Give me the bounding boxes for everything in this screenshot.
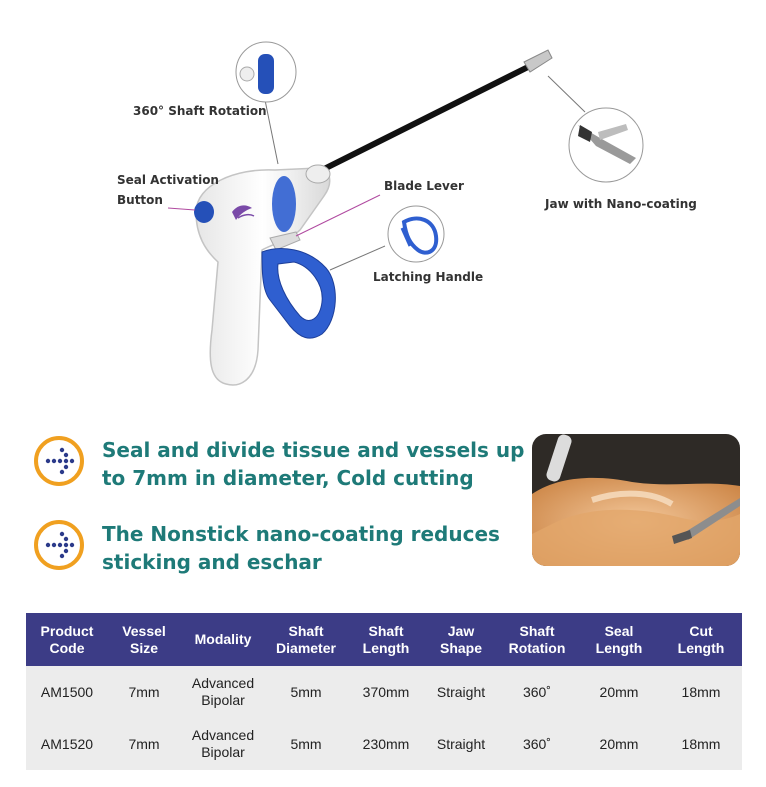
surgical-photo	[532, 434, 740, 566]
cell-cut-length: 18mm	[660, 666, 742, 718]
rotation-knob	[272, 176, 296, 232]
header-shaft-length: Shaft Length	[346, 613, 426, 666]
callout-seal-activation-line1: Seal Activation	[117, 173, 219, 187]
handle-magnifier	[388, 206, 444, 262]
feature-2-line1: The Nonstick nano-coating reduces	[102, 522, 500, 546]
shaft-nose	[306, 165, 330, 183]
callout-seal-activation	[117, 170, 219, 210]
feature-1-line1: Seal and divide tissue and vessels up	[102, 438, 525, 462]
callout-shaft-rotation: 360° Shaft Rotation	[133, 104, 267, 118]
feature-1-line2: to 7mm in diameter, Cold cutting	[102, 466, 474, 490]
rotation-knob-magnifier	[236, 42, 296, 102]
header-cut-length: Cut Length	[660, 613, 742, 666]
cell-shaft-length: 230mm	[346, 718, 426, 770]
cell-shaft-diameter: 5mm	[266, 666, 346, 718]
callout-seal-activation-line2: Button	[117, 193, 163, 207]
header-shaft-diameter: Shaft Diameter	[266, 613, 346, 666]
latching-handle	[262, 249, 335, 339]
cell-vessel-size: 7mm	[108, 666, 180, 718]
cell-shaft-rotation: 360˚	[496, 666, 578, 718]
callout-jaw: Jaw with Nano-coating	[545, 197, 697, 211]
header-jaw-shape: Jaw Shape	[426, 613, 496, 666]
feature-2-line2: sticking and eschar	[102, 550, 322, 574]
instrument-shaft	[318, 66, 530, 172]
feature-item-2	[34, 520, 500, 576]
callout-latching-handle: Latching Handle	[373, 270, 484, 284]
cell-cut-length: 18mm	[660, 718, 742, 770]
cell-shaft-length: 370mm	[346, 666, 426, 718]
cell-modality: Advanced Bipolar	[180, 718, 266, 770]
table-row	[26, 666, 742, 718]
header-shaft-rotation: Shaft Rotation	[496, 613, 578, 666]
jaw-magnifier	[569, 108, 643, 182]
callout-blade-lever: Blade Lever	[384, 179, 464, 193]
header-seal-length: Seal Length	[578, 613, 660, 666]
feature-text-2	[102, 520, 500, 576]
cell-seal-length: 20mm	[578, 718, 660, 770]
cell-seal-length: 20mm	[578, 666, 660, 718]
header-vessel-size: Vessel Size	[108, 613, 180, 666]
cell-product-code: AM1500	[26, 666, 108, 718]
header-product-code: Product Code	[26, 613, 108, 666]
cell-jaw-shape: Straight	[426, 718, 496, 770]
cell-jaw-shape: Straight	[426, 666, 496, 718]
cell-vessel-size: 7mm	[108, 718, 180, 770]
feature-text-1	[102, 436, 524, 492]
table-header-row	[26, 613, 742, 666]
instrument-tip	[524, 50, 552, 72]
arrow-bullet-icon	[34, 520, 84, 570]
feature-item-1	[34, 436, 524, 492]
cell-modality: Advanced Bipolar	[180, 666, 266, 718]
table-row	[26, 718, 742, 770]
arrow-bullet-icon	[34, 436, 84, 486]
header-modality: Modality	[180, 613, 266, 666]
cell-product-code: AM1520	[26, 718, 108, 770]
cell-shaft-rotation: 360˚	[496, 718, 578, 770]
cell-shaft-diameter: 5mm	[266, 718, 346, 770]
spec-table	[26, 613, 742, 770]
